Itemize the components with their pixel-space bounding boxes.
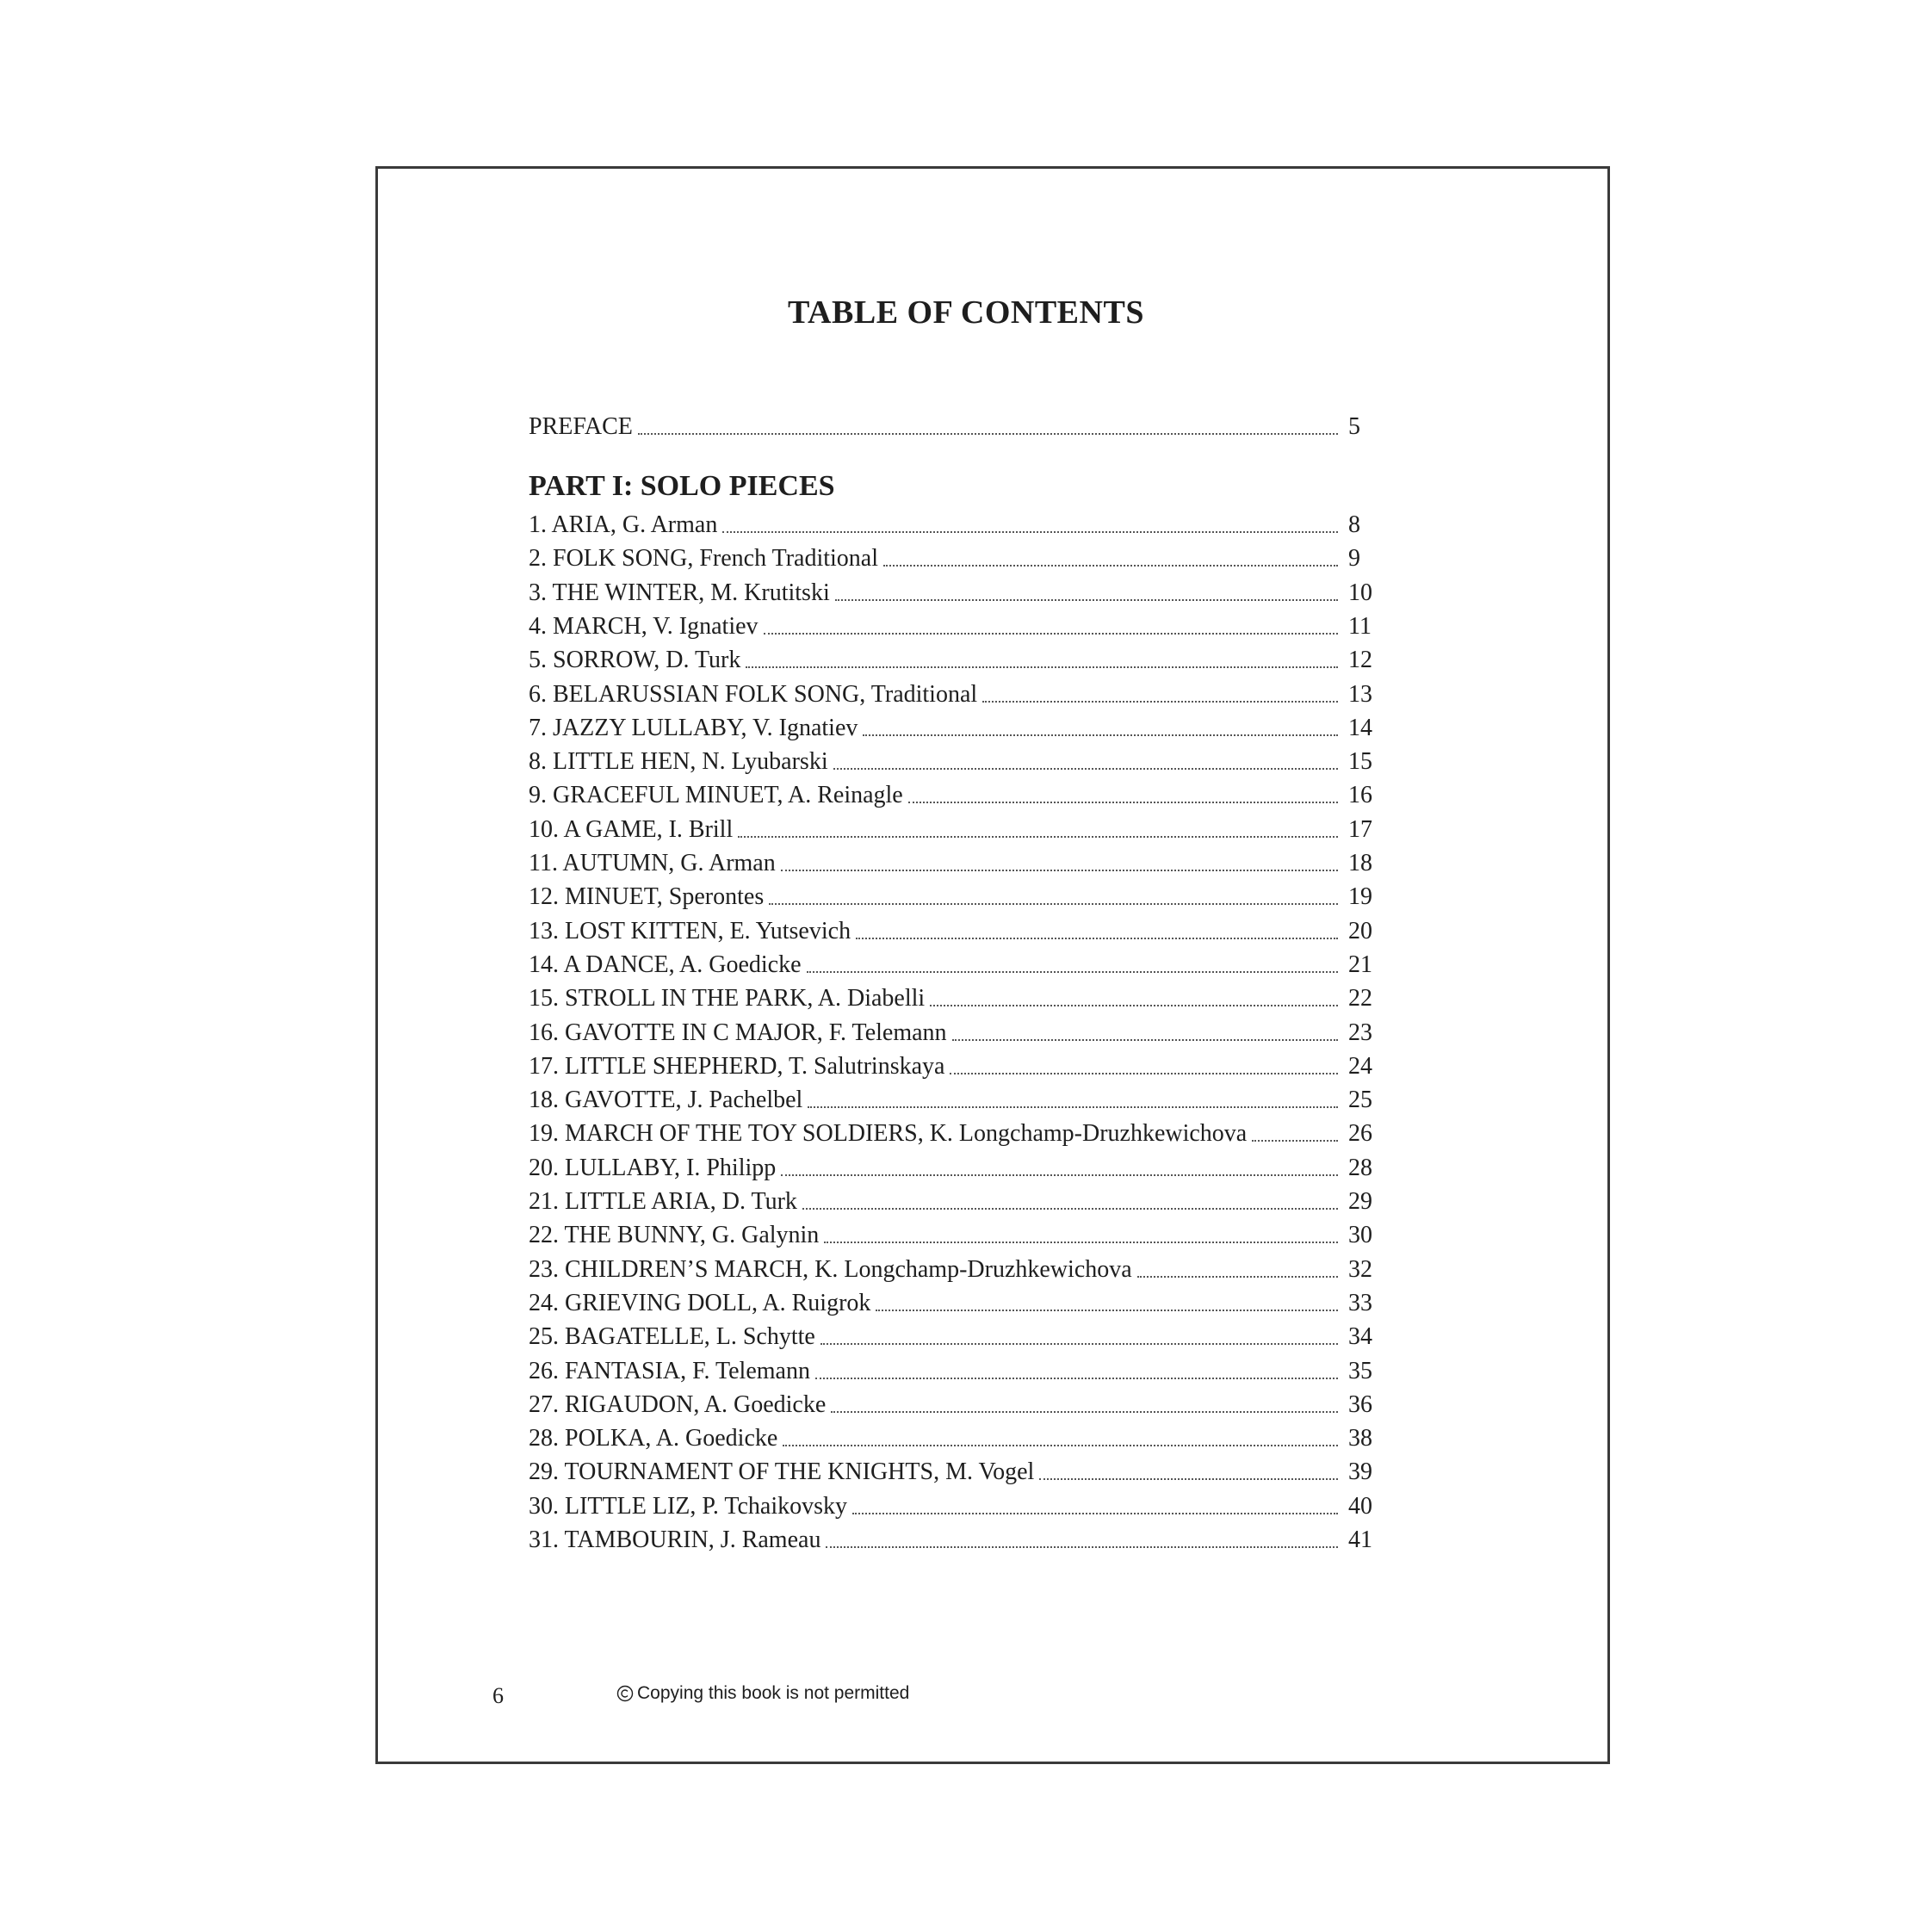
dot-leader (982, 701, 1338, 703)
toc-entry[interactable] (529, 505, 1398, 537)
toc-entry-label: 6. BELARUSSIAN FOLK SONG, Traditional (529, 680, 978, 708)
toc-entry-page: 8 (1348, 511, 1360, 538)
toc-entry-label: 19. MARCH OF THE TOY SOLDIERS, K. Longchamp-Druzhkewichova (529, 1120, 1248, 1148)
dot-leader (856, 938, 1338, 939)
toc-entry[interactable] (529, 978, 1398, 1011)
toc-entry-label: 23. CHILDREN’S MARCH, K. Longchamp-Druzhkewichova (529, 1255, 1132, 1283)
toc-entry[interactable] (529, 1283, 1398, 1316)
toc-entry-page: 33 (1348, 1289, 1372, 1316)
toc-entry-page: 20 (1348, 917, 1372, 944)
copyright-text: Copying this book is not permitted (637, 1683, 910, 1703)
dot-leader (835, 599, 1338, 601)
dot-leader (852, 1513, 1338, 1514)
toc-entry[interactable] (529, 1418, 1398, 1451)
toc-entry-label: 14. A DANCE, A. Goedicke (529, 951, 802, 978)
dot-leader (1039, 1478, 1338, 1480)
toc-entry-label: 13. LOST KITTEN, E. Yutsevich (529, 917, 851, 944)
toc-entry-page: 30 (1348, 1222, 1372, 1249)
toc-entry[interactable] (529, 741, 1398, 774)
toc-entry[interactable] (529, 1181, 1398, 1214)
toc-entry-page: 13 (1348, 680, 1372, 708)
toc-entry-page: 18 (1348, 850, 1372, 876)
toc-entry[interactable] (529, 1148, 1398, 1180)
toc-entry[interactable] (529, 1215, 1398, 1248)
toc-entry-page: 41 (1348, 1526, 1372, 1553)
toc-entry-page: 16 (1348, 782, 1372, 809)
toc-entry[interactable] (529, 1113, 1398, 1146)
toc-entry[interactable] (529, 1486, 1398, 1519)
copyright-icon (616, 1685, 634, 1702)
dot-leader (783, 1445, 1338, 1446)
dot-leader (824, 1242, 1338, 1243)
toc-entry-page: 9 (1348, 545, 1360, 573)
toc-entry[interactable] (529, 876, 1398, 909)
toc-entry-label: 29. TOURNAMENT OF THE KNIGHTS, M. Vogel (529, 1458, 1035, 1486)
dot-leader (764, 633, 1338, 635)
page-number: 6 (492, 1683, 504, 1708)
dot-leader (738, 836, 1338, 838)
toc-entry-label: 24. GRIEVING DOLL, A. Ruigrok (529, 1289, 871, 1316)
section-heading: PART I: SOLO PIECES (529, 470, 835, 502)
toc-entry-page: 36 (1348, 1390, 1372, 1418)
toc-entry-label: 7. JAZZY LULLABY, V. Ignatiev (529, 714, 858, 741)
dot-leader (746, 666, 1338, 668)
toc-entry[interactable] (529, 775, 1398, 808)
dot-leader (781, 870, 1338, 871)
toc-entry-label: 21. LITTLE ARIA, D. Turk (529, 1188, 797, 1215)
page-title: TABLE OF CONTENTS (788, 294, 1144, 331)
dot-leader (883, 565, 1338, 567)
toc-entry[interactable] (529, 1046, 1398, 1079)
dot-leader (950, 1073, 1338, 1074)
toc-entry[interactable] (529, 674, 1398, 707)
toc-entry[interactable] (529, 809, 1398, 842)
copyright-notice (616, 1684, 909, 1702)
toc-entry[interactable] (529, 538, 1398, 571)
dot-leader (876, 1310, 1338, 1311)
toc-entry-label: 28. POLKA, A. Goedicke (529, 1425, 778, 1452)
toc-entry-label: 16. GAVOTTE IN C MAJOR, F. Telemann (529, 1019, 947, 1046)
toc-entry-label: 31. TAMBOURIN, J. Rameau (529, 1526, 821, 1553)
toc-entry-page: 11 (1348, 612, 1372, 640)
toc-entry-label: 22. THE BUNNY, G. Galynin (529, 1222, 820, 1249)
toc-entry[interactable] (529, 1012, 1398, 1045)
toc-entry-page: 38 (1348, 1425, 1372, 1452)
dot-leader (1252, 1140, 1338, 1142)
toc-preface-row[interactable] (529, 406, 1398, 439)
dot-leader (1137, 1276, 1338, 1278)
toc-entry-page: 15 (1348, 748, 1372, 776)
toc-entry[interactable] (529, 1351, 1398, 1384)
toc-entry-page: 21 (1348, 951, 1372, 978)
toc-entry-label: 5. SORROW, D. Turk (529, 647, 741, 674)
dot-leader (952, 1039, 1338, 1041)
toc-entry-page: 29 (1348, 1188, 1372, 1215)
toc-entry[interactable] (529, 843, 1398, 876)
toc-entry-label: 27. RIGAUDON, A. Goedicke (529, 1390, 827, 1418)
toc-entry-page: 24 (1348, 1052, 1372, 1080)
toc-entry-label: 2. FOLK SONG, French Traditional (529, 545, 879, 573)
toc-entry-page: 32 (1348, 1255, 1372, 1283)
toc-entry-page: 35 (1348, 1357, 1372, 1384)
dot-leader (802, 1208, 1338, 1210)
toc-entry[interactable] (529, 1316, 1398, 1349)
toc-entry-page: 28 (1348, 1154, 1372, 1181)
toc-entry-label: 18. GAVOTTE, J. Pachelbel (529, 1087, 803, 1114)
toc-entry-page: 25 (1348, 1087, 1372, 1114)
toc-entry[interactable] (529, 1452, 1398, 1484)
toc-entry-label: 1. ARIA, G. Arman (529, 511, 718, 538)
dot-leader (826, 1546, 1338, 1548)
toc-entry-label: 11. AUTUMN, G. Arman (529, 850, 776, 876)
toc-entry[interactable] (529, 944, 1398, 977)
toc-entry[interactable] (529, 1384, 1398, 1417)
toc-entry[interactable] (529, 606, 1398, 639)
toc-entry-label: 30. LITTLE LIZ, P. Tchaikovsky (529, 1492, 848, 1520)
dot-leader (807, 971, 1338, 973)
dot-leader (930, 1005, 1338, 1006)
toc-entry-page: 5 (1348, 413, 1360, 440)
toc-entry-label: PREFACE (529, 413, 633, 440)
toc-entry-label: 4. MARCH, V. Ignatiev (529, 612, 759, 640)
toc-entry-page: 10 (1348, 579, 1372, 606)
toc-entry-page: 17 (1348, 815, 1372, 843)
dot-leader (820, 1343, 1338, 1345)
toc-entry-page: 39 (1348, 1458, 1372, 1486)
toc-entry-label: 15. STROLL IN THE PARK, A. Diabelli (529, 985, 926, 1012)
dot-leader (638, 433, 1338, 435)
dot-leader (863, 734, 1338, 736)
dot-leader (831, 1411, 1338, 1413)
toc-entry[interactable] (529, 573, 1398, 605)
dot-leader (781, 1174, 1338, 1176)
dot-leader (833, 768, 1338, 770)
toc-entry[interactable] (529, 1249, 1398, 1282)
toc-entry[interactable] (529, 640, 1398, 672)
dot-leader (908, 802, 1338, 803)
toc-entry-page: 12 (1348, 647, 1372, 674)
toc-entry-page: 22 (1348, 985, 1372, 1012)
dot-leader (815, 1378, 1338, 1379)
toc-entry-page: 19 (1348, 883, 1372, 911)
toc-entry-label: 17. LITTLE SHEPHERD, T. Salutrinskaya (529, 1052, 945, 1080)
toc-entry-page: 23 (1348, 1019, 1372, 1046)
dot-leader (722, 531, 1338, 533)
toc-entry-label: 9. GRACEFUL MINUET, A. Reinagle (529, 782, 903, 809)
toc-entry-page: 14 (1348, 714, 1372, 741)
toc-entry-label: 3. THE WINTER, M. Krutitski (529, 579, 830, 606)
toc-entry-label: 12. MINUET, Sperontes (529, 883, 765, 911)
dot-leader (808, 1106, 1338, 1108)
toc-entry[interactable] (529, 1520, 1398, 1552)
toc-entry[interactable] (529, 911, 1398, 944)
toc-entry-page: 34 (1348, 1323, 1372, 1351)
toc-entry[interactable] (529, 1080, 1398, 1112)
toc-entry-label: 8. LITTLE HEN, N. Lyubarski (529, 748, 828, 776)
toc-entry[interactable] (529, 708, 1398, 740)
toc-entry-label: 25. BAGATELLE, L. Schytte (529, 1323, 815, 1351)
dot-leader (769, 903, 1338, 905)
toc-entry-label: 10. A GAME, I. Brill (529, 815, 734, 843)
toc-entry-page: 26 (1348, 1120, 1372, 1148)
toc-entry-label: 26. FANTASIA, F. Telemann (529, 1357, 810, 1384)
toc-entry-label: 20. LULLABY, I. Philipp (529, 1154, 777, 1181)
toc-entry-page: 40 (1348, 1492, 1372, 1520)
